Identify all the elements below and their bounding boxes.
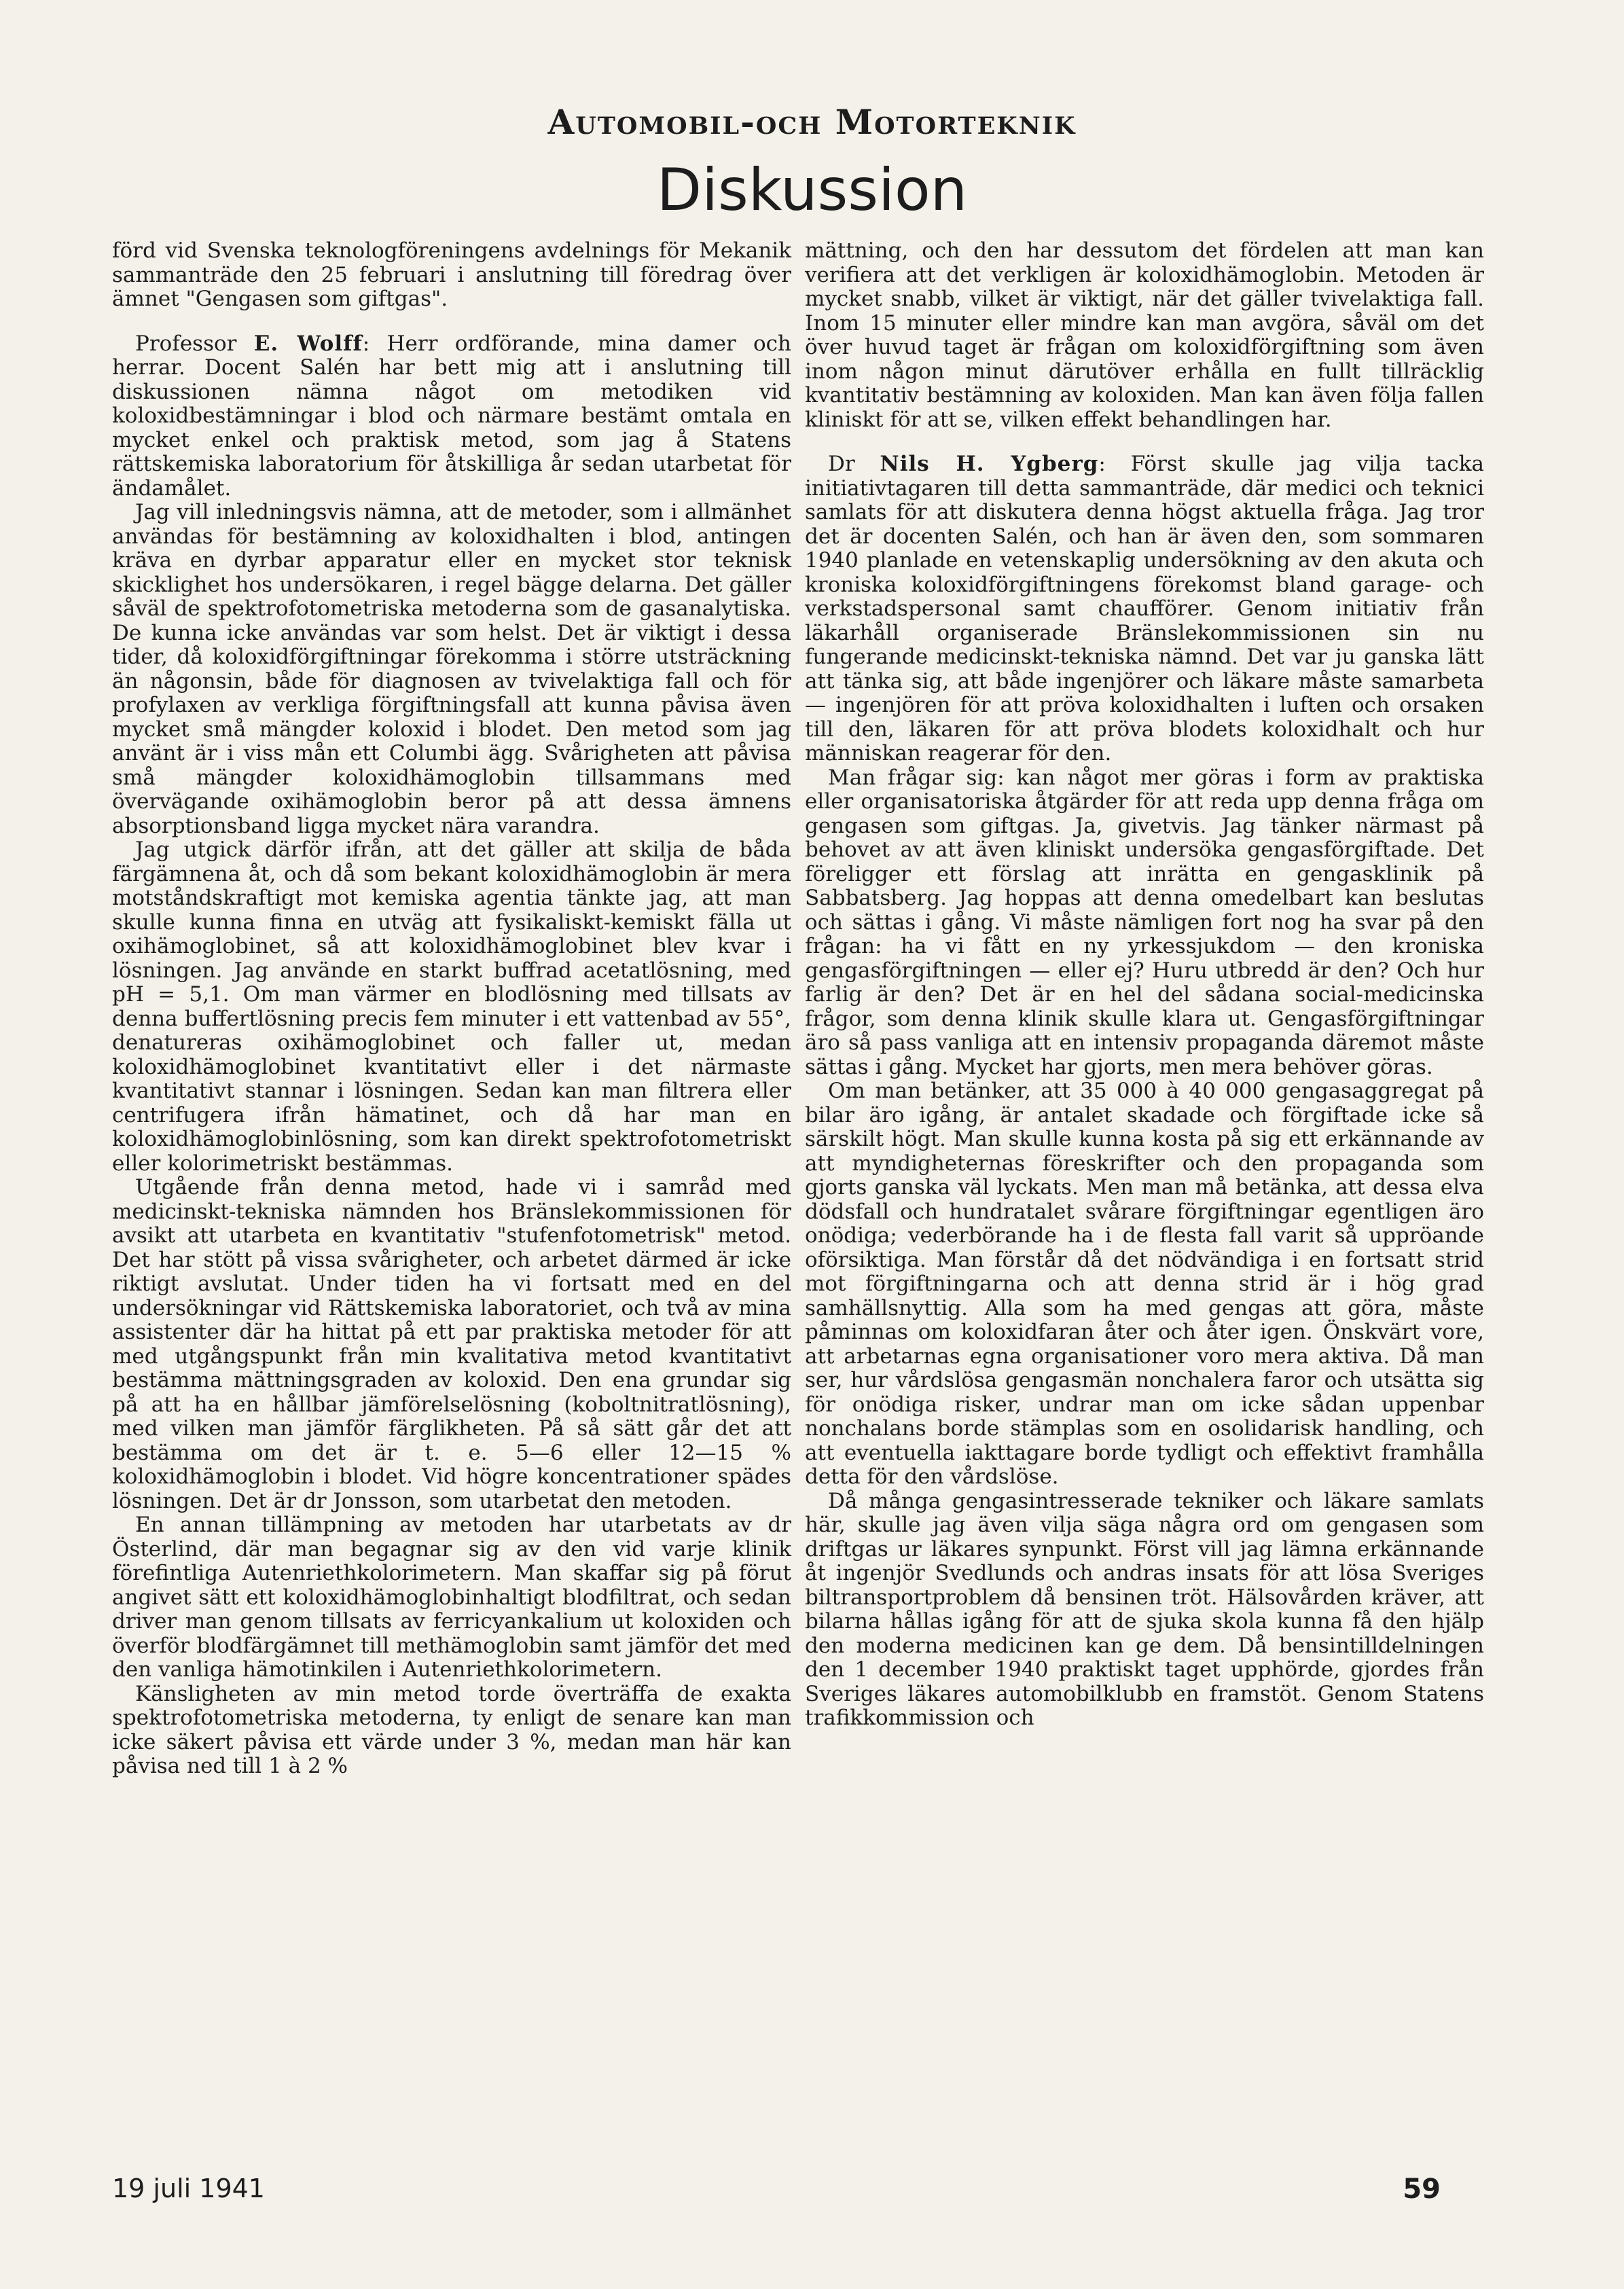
article-title: Diskussion: [656, 156, 968, 224]
speaker-text: : Först skulle jag vilja tacka initiativtagaren till detta sammanträde, där medici och teknici samlats för att diskutera denna högst aktuella fråga. Jag tror det är docenten Salén, och han är även den, som sommaren 1940 planlade en vetenskaplig undersökning av den akuta och kroniska koloxidförgiftningens förekomst bland garage- och verkstadspersonal samt chaufförer. Genom initiativ från läkarhåll organiserade Bränslekommissionen sin nu fungerande medicinskt-tekniska nämnd. Det var ju ganska lätt att tänka sig, att både ingenjörer och läkare måste samarbeta — ingenjören för att pröva koloxidhalten i luften och orsaken till den, läkaren för att pröva blodets koloxidhalt och hur människan reagerar för den.: [805, 452, 1484, 765]
paragraph: Jag utgick därför ifrån, att det gäller att skilja de båda färgämnena åt, och då som bekant koloxidhämoglobin är mera motståndskraftigt mot kemiska agentia tänkte jag, att man skulle kunna finna en utväg att fysikaliskt-kemiskt fälla ut oxihämoglobinet, så att koloxidhämoglobinet blev kvar i lösningen. Jag använde en starkt buffrad acetatlösning, med pH = 5,1. Om man värmer en blodlösning med tillsats av denna buffertlösning precis fem minuter i ett vattenbad av 55°, denatureras oxihämoglobinet och faller ut, medan koloxidhämoglobinet kvantitativt eller i det närmaste kvantitativt stannar i lösningen. Sedan kan man filtrera eller centrifugera ifrån hämatinet, och då har man en koloxidhämoglobinlösning, som kan direkt spektrofotometriskt eller kolorimetriskt bestämmas.: [112, 837, 791, 1176]
paragraph: Jag vill inledningsvis nämna, att de metoder, som i allmänhet användas för bestämning av koloxidhalten i blod, antingen kräva en dyrbar apparatur eller en mycket stor teknisk skicklighet hos undersökaren, i regel bägge delarna. Det gäller såväl de spektrofotometriska metoderna som de gasanalytiska. De kunna icke användas var som helst. Det är viktigt i dessa tider, då koloxidförgiftningar förekomma i större utsträckning än någonsin, både för diagnosen av tvivelaktiga fall och för profylaxen av verkliga förgiftningsfall att kunna påvisa även mycket små mängder koloxid i blodet. Den metod som jag använt är i viss mån ett Columbi ägg. Svårigheten att påvisa små mängder koloxidhämoglobin tillsammans med övervägande oxihämoglobin beror på att dessa ämnens absorptionsband ligga mycket nära varandra.: [112, 500, 791, 838]
speaker-name: E. Wolff: [253, 331, 363, 356]
speaker-prefix: Professor: [135, 331, 254, 356]
paragraph: Om man betänker, att 35 000 à 40 000 gengasaggregat på bilar äro igång, är antalet skadade och förgiftade icke så särskilt högt. Man skulle kunna kosta på sig ett erkännande av att myndigheternas föreskrifter och den propaganda som gjorts ganska väl lyckats. Men man må betänka, att dessa elva dödsfall och hundratalet svårare förgiftningar egentligen äro onödiga; vederbörande ha i de flesta fall varit så uppröande oförsiktiga. Man förstår då det nödvändiga i en fortsatt strid mot förgiftningarna och att denna strid är i hög grad samhällsnyttig. Alla som ha med gengas att göra, måste påminnas om koloxidfaran åter och åter igen. Önskvärt vore, att arbetarnas egna organisationer voro mera aktiva. Då man ser, hur vårdslösa gengasmän nonchalera faror och utsätta sig för onödiga risker, undrar man om icke sådan uppenbar nonchalans borde stämplas som en osolidarisk handling, och att eventuella iakttagare borde tydligt och effektivt framhålla detta för den vårdslöse.: [805, 1079, 1484, 1489]
paragraph: Utgående från denna metod, hade vi i samråd med medicinskt-tekniska nämnden hos Bränslekommissionen för avsikt att utarbeta en kvantitativ "stufenfotometrisk" metod. Det har stött på vissa svårigheter, och arbetet därmed är icke riktigt avslutat. Under tiden ha vi fortsatt med en del undersökningar vid Rättskemiska laboratoriet, och två av mina assistenter där ha hittat på ett par praktiska metoder för att med utgångspunkt från min kvalitativa metod kvantitativt bestämma mättningsgraden av koloxid. Den ena grundar sig på att ha en hållbar jämförelselösning (koboltnitratlösning), med vilken man jämför färglikheten. På så sätt går det att bestämma om det är t. e. 5—6 eller 12—15 % koloxidhämoglobin i blodet. Vid högre koncentrationer spädes lösningen. Det är dr Jonsson, som utarbetat den metoden.: [112, 1175, 791, 1513]
paragraph: Då många gengasintresserade tekniker och läkare samlats här, skulle jag även vilja säga några ord om gengasen som driftgas ur läkares synpunkt. Först vill jag lämna erkännande åt ingenjör Svedlunds och andras insats för att lösa Sveriges biltransportproblem då bensinen tröt. Hälsovården kräver, att bilarna hållas igång för att de sjuka skola kunna få den hjälp den moderna medicinen kan ge dem. Då bensintilldelningen den 1 december 1940 praktiskt taget upphörde, gjordes från Sveriges läkares automobilklubb en framstöt. Genom Statens trafikkommission och: [805, 1488, 1484, 1730]
paragraph: mättning, och den har dessutom det fördelen att man kan verifiera att det verkligen är koloxidhämoglobin. Metoden är mycket snabb, vilket är viktigt, när det gäller tvivelaktiga fall. Inom 15 minuter eller mindre kan man avgöra, såväl om det över huvud taget är frågan om koloxidförgiftning som även inom någon minut därutöver erhålla en fullt tillräcklig kvantitativ bestämning av koloxiden. Man kan även följa fallen kliniskt för att se, vilken effekt behandlingen har.: [805, 238, 1484, 432]
section-title: Automobil-och Motorteknik: [547, 102, 1077, 142]
speaker-wolff-paragraph: [112, 332, 791, 501]
speaker-name: Nils H. Ygberg: [880, 452, 1099, 476]
paragraph: Man frågar sig: kan något mer göras i form av praktiska eller organisatoriska åtgärder för att reda upp denna fråga om gengasen som giftgas. Ja, givetvis. Jag tänker närmast på behovet av att även kliniskt undersöka gengasförgiftade. Det föreligger ett förslag att inrätta en gengasklinik på Sabbatsberg. Jag hoppas att denna omedelbart kan beslutas och sättas i gång. Vi måste nämligen fort nog ha svar på den frågan: ha vi fått en ny yrkessjukdom — den kroniska gengasförgiftningen — eller ej? Huru utbredd är den? Och hur farlig är den? Det är en hel del sådana social-medicinska frågor, som denna klinik skulle klara ut. Gengasförgiftningar äro så pass vanliga att en intensiv propaganda däremot måste sättas i gång. Mycket har gjorts, men mera behöver göras.: [805, 765, 1484, 1079]
intro-paragraph: förd vid Svenska teknologföreningens avdelnings för Mekanik sammanträde den 25 februari i anslutning till föredrag över ämnet "Gengasen som giftgas".: [112, 238, 791, 311]
right-column: [805, 239, 1484, 1731]
left-column: [112, 239, 791, 1779]
paragraph: Känsligheten av min metod torde överträffa de exakta spektrofotometriska metoderna, ty enligt de senare kan man icke säkert påvisa ett värde under 3 %, medan man här kan påvisa ned till 1 à 2 %: [112, 1681, 791, 1778]
speaker-ygberg-paragraph: [805, 452, 1484, 766]
paragraph: En annan tillämpning av metoden har utarbetats av dr Österlind, där man begagnar sig av den vid varje klinik förefintliga Autenriethkolorimetern. Man skaffar sig på förut angivet sätt ett koloxidhämoglobinhaltigt blodfiltrat, och sedan driver man genom tillsats av ferricyankalium ut koloxiden och överför blodfärgämnet till methämoglobin samt jämför det med den vanliga hämotinkilen i Autenriethkolorimetern.: [112, 1513, 791, 1682]
page-number: 59: [1403, 2174, 1441, 2205]
speaker-text: : Herr ordförande, mina damer och herrar. Docent Salén har bett mig att i anslutning till diskussionen nämna något om metodiken vid koloxidbestämningar i blod och närmare bestämt omtala en mycket enkel och praktisk metod, som jag å Statens rättskemiska laboratorium för åtskilliga år sedan utarbetat för ändamålet.: [112, 331, 791, 501]
footer-date: 19 juli 1941: [112, 2174, 265, 2203]
speaker-prefix: Dr: [828, 452, 880, 476]
